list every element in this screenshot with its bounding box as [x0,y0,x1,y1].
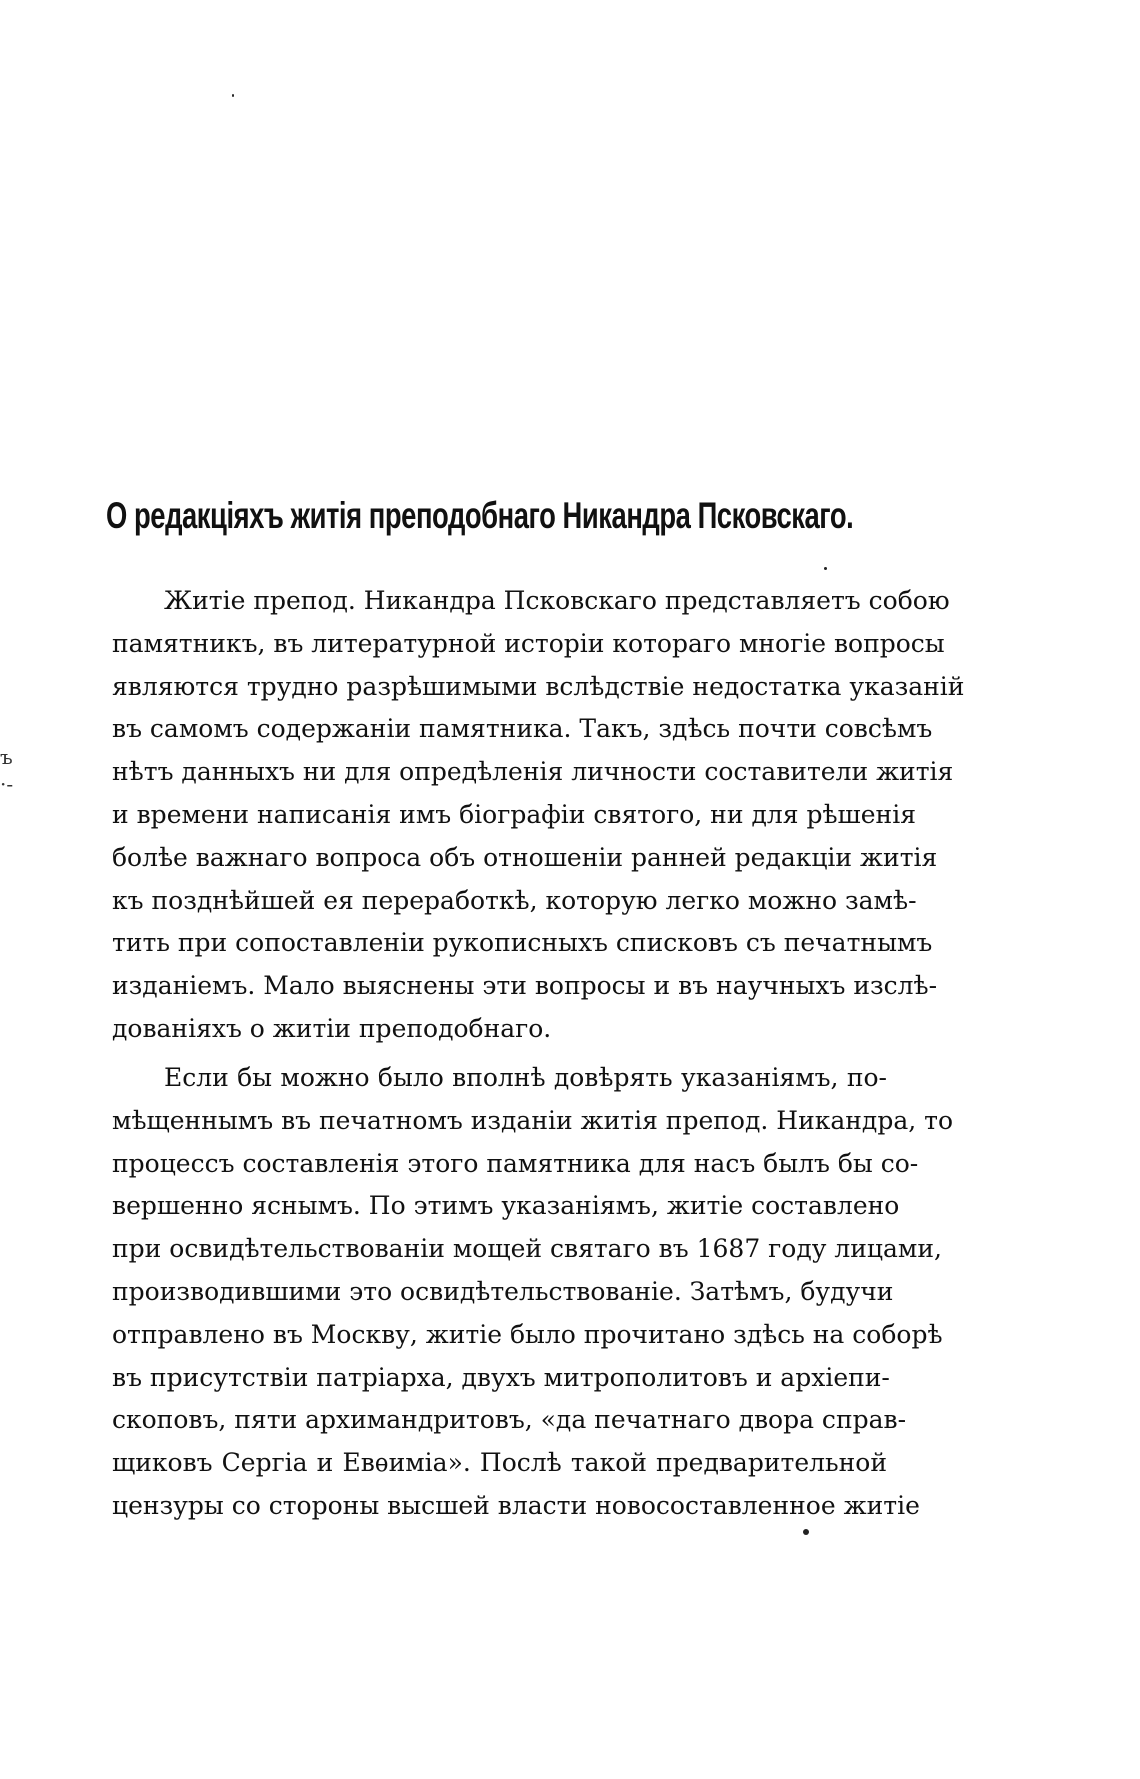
text-line: тить при сопоставленіи рукописныхъ списковъ съ печатнымъ [112,928,933,958]
paragraph-1 [112,580,965,1051]
text-line: вершенно яснымъ. По этимъ указаніямъ, житіе составлено [112,1191,900,1221]
text-line: процессъ составленія этого памятника для насъ былъ бы со- [112,1148,919,1178]
print-speck [232,94,234,97]
text-line: скоповъ, пяти архимандритовъ, «да печатнаго двора справ- [112,1405,907,1435]
text-line: въ самомъ содержаніи памятника. Такъ, здѣсь почти совсѣмъ [112,714,933,744]
margin-mark: ъ [0,745,13,769]
text-line: къ позднѣйшей ея переработкѣ, которую легко можно замѣ- [112,885,917,915]
text-line: щиковъ Сергіа и Евѳиміа». Послѣ такой предварительной [112,1448,887,1478]
text-line: нѣтъ данныхъ ни для опредѣленія личности составители житія [112,757,954,787]
text-line: въ присутствіи патріарха, двухъ митрополитовъ и архіепи- [112,1362,890,1392]
text-line: являются трудно разрѣшимыми вслѣдствіе недостатка указаній [112,671,965,701]
text-line: производившими это освидѣтельствованіе. Затѣмъ, будучи [112,1276,894,1306]
text-line: дованіяхъ о житіи преподобнаго. [112,1013,552,1043]
text-line: изданіемъ. Мало выяснены эти вопросы и въ научныхъ изслѣ- [112,971,938,1001]
text-line: памятникъ, въ литературной исторіи котораго многіе вопросы [112,628,945,658]
text-line: Если бы можно было вполнѣ довѣрять указаніямъ, по- [164,1063,887,1092]
paragraph-2 [112,1057,954,1528]
margin-mark: ·- [0,772,14,796]
text-line: отправлено въ Москву, житіе было прочитано здѣсь на соборѣ [112,1319,943,1349]
text-line: Житіе препод. Никандра Псковскаго представляетъ собою [164,586,950,615]
page-title: О редакціяхъ житія преподобнаго Никандра Псковскаго. [106,495,854,536]
text-line: при освидѣтельствованіи мощей святаго въ 1687 году лицами, [112,1234,942,1264]
print-speck [824,567,827,570]
text-line: болѣе важнаго вопроса объ отношеніи ранней редакціи житія [112,842,938,872]
text-line: мѣщеннымъ въ печатномъ изданіи житія препод. Никандра, то [112,1105,954,1135]
text-line: и времени написанія имъ біографіи святого, ни для рѣшенія [112,799,916,829]
text-line: цензуры со стороны высшей власти новосоставленное житіе [112,1490,920,1520]
print-speck [803,1529,809,1535]
